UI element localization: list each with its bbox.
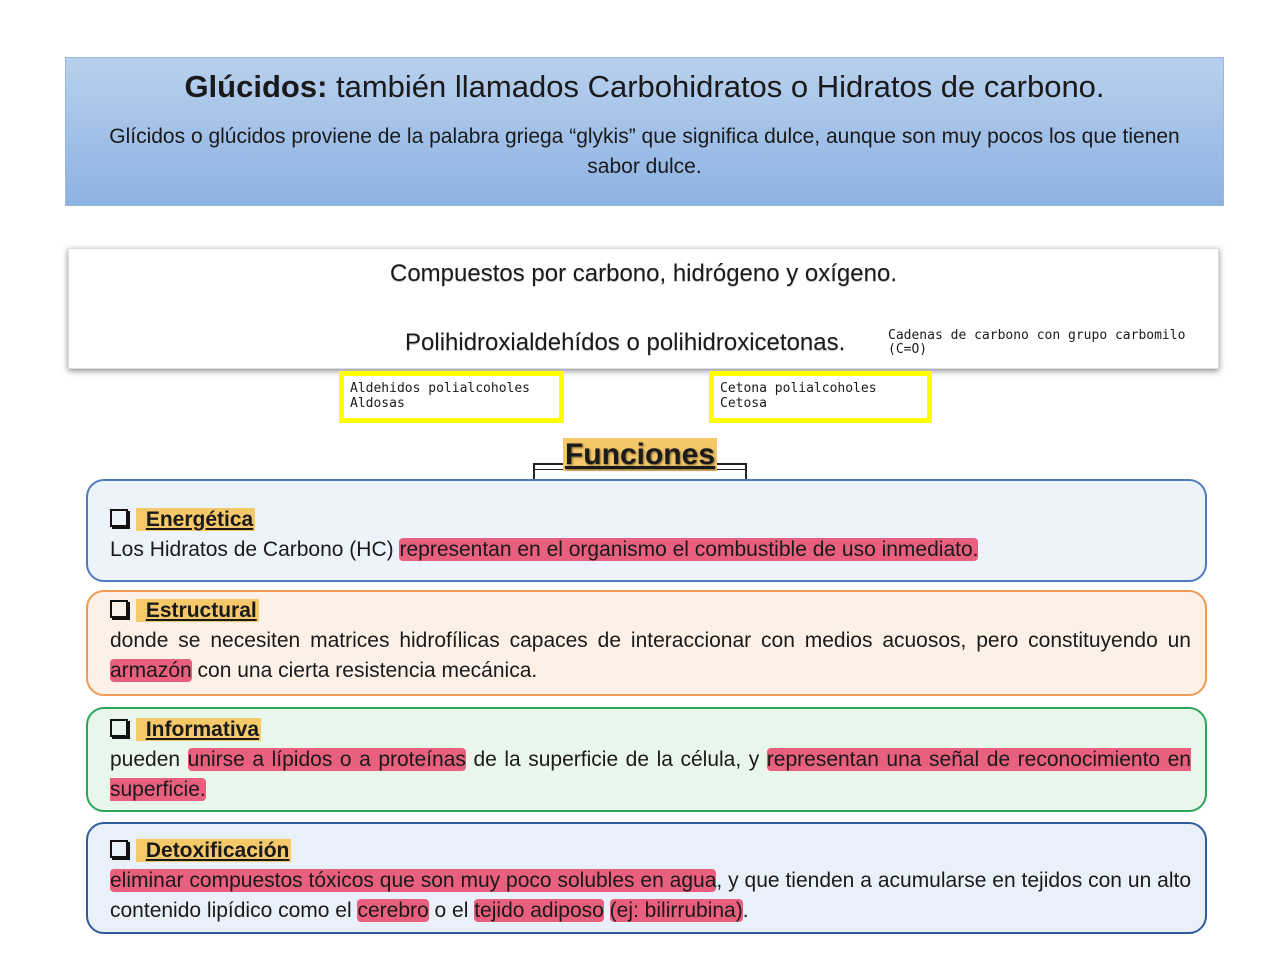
highlight: representan una señal de reconocimiento en superficie. xyxy=(110,748,1191,801)
definition-panel xyxy=(68,248,1219,369)
function-card-detoxificacion xyxy=(86,822,1207,934)
function-heading: Informativa xyxy=(110,715,1191,745)
function-text: eliminar compuestos tóxicos que son muy poco solubles en agua, y que tienden a acumularse en tejidos con un alto contenido lipídico como el cerebro o el tejido adiposo (ej: bilirrubina). xyxy=(110,869,1191,922)
highlight: representan en el organismo el combustible de uso inmediato. xyxy=(399,538,979,561)
checkbox-icon xyxy=(110,600,128,618)
highlight: tejido adiposo xyxy=(474,899,604,922)
function-text: donde se necesiten matrices hidrofílicas capaces de interaccionar con medios acuosos, pero constituyendo un armazón con una cierta resistencia mecánica. xyxy=(110,629,1191,682)
checkbox-icon xyxy=(110,719,128,737)
function-text: Los Hidratos de Carbono (HC) representan en el organismo el combustible de uso inmediato. xyxy=(110,538,979,561)
header-banner xyxy=(65,57,1224,206)
highlight: cerebro xyxy=(357,899,429,922)
function-card-energetica xyxy=(86,479,1207,582)
header-subtitle: Glícidos o glúcidos proviene de la palabra griega “glykis” que significa dulce, aunque son muy pocos los que tienen sabor dulce. xyxy=(109,125,1180,178)
highlight: armazón xyxy=(110,659,192,682)
highlight: unirse a lípidos o a proteínas xyxy=(187,748,466,771)
ketose-box: Cetona polialcoholes Cetosa xyxy=(709,371,932,423)
function-card-estructural xyxy=(86,590,1207,696)
page-title: Glúcidos: también llamados Carbohidratos o Hidratos de carbono. xyxy=(184,69,1105,104)
aldose-box: Aldehidos polialcoholes Aldosas xyxy=(339,371,564,423)
checkbox-icon xyxy=(110,840,128,858)
checkbox-icon xyxy=(110,509,128,527)
function-text: pueden unirse a lípidos o a proteínas de la superficie de la célula, y representan una señal de reconocimiento en superficie. xyxy=(110,748,1191,801)
function-heading: Detoxificación xyxy=(110,836,1191,866)
highlight: (ej: bilirrubina) xyxy=(609,899,743,922)
function-heading: Energética xyxy=(110,505,1191,535)
function-card-informativa xyxy=(86,707,1207,812)
definition-line-type: Polihidroxialdehídos o polihidroxicetonas. xyxy=(405,329,846,356)
carbonyl-note: Cadenas de carbono con grupo carbomilo (C=O) xyxy=(888,328,1186,357)
funciones-title: Funciones xyxy=(564,438,715,471)
highlight: eliminar compuestos tóxicos que son muy poco solubles en agua xyxy=(110,869,717,892)
function-heading: Estructural xyxy=(110,596,1191,626)
definition-line-composition: Compuestos por carbono, hidrógeno y oxígeno. xyxy=(390,260,897,287)
